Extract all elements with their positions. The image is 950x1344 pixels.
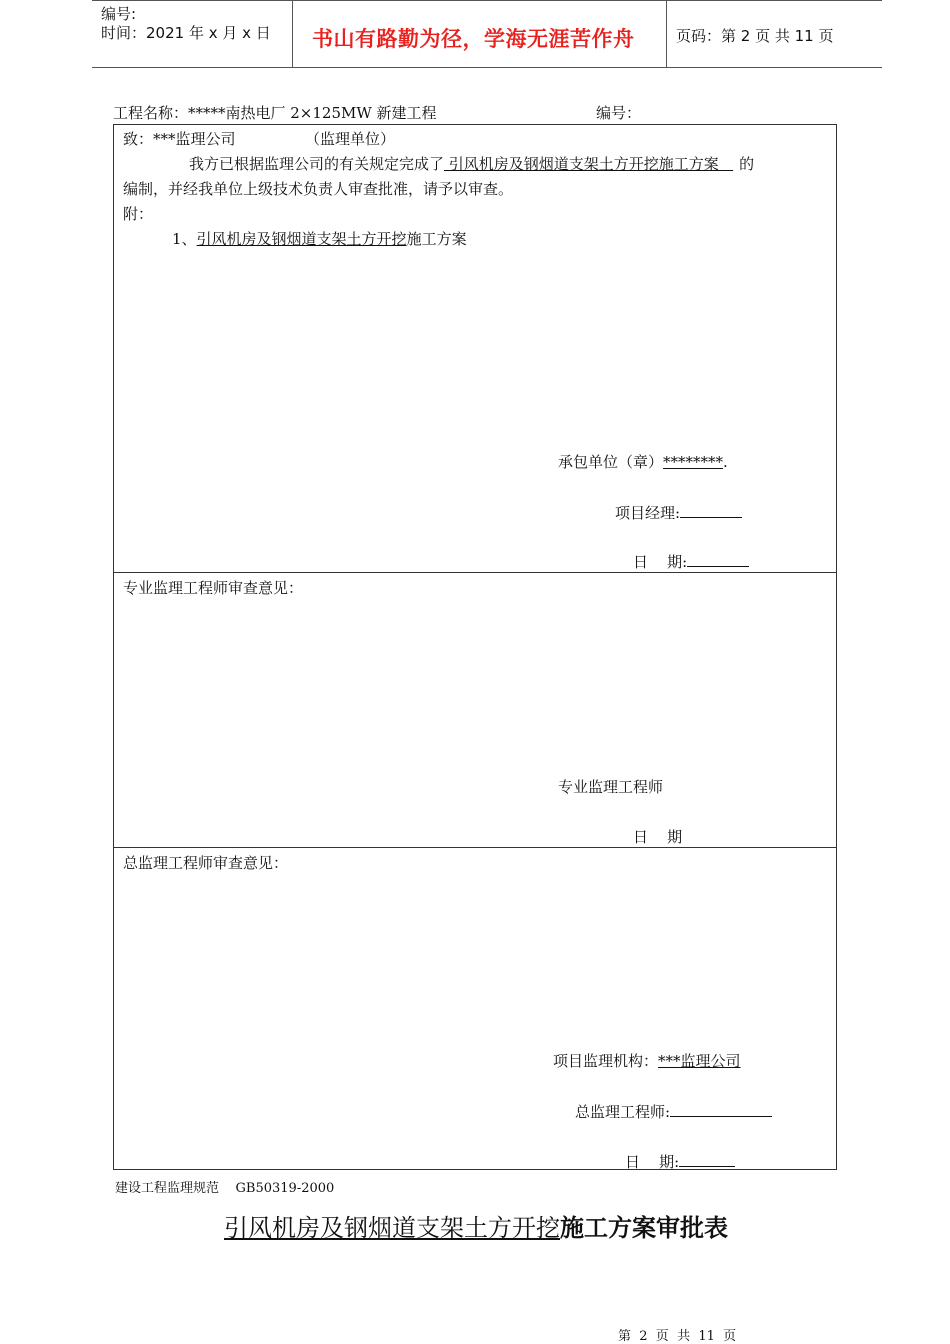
contractor-label: 承包单位（章） bbox=[558, 453, 664, 471]
body-suffix: 的 bbox=[739, 155, 755, 173]
approval-form bbox=[113, 124, 837, 1170]
standard-reference: 建设工程监理规范 GB50319-2000 bbox=[115, 1181, 335, 1196]
header-divider-left bbox=[292, 0, 293, 68]
chief-review-heading: 总监理工程师审查意见： bbox=[123, 854, 289, 872]
attachment-index: 1、 bbox=[172, 230, 197, 248]
header-divider-right bbox=[666, 0, 667, 68]
contractor-line: 承包单位（章）********. bbox=[558, 453, 728, 471]
section-divider-2 bbox=[113, 847, 837, 848]
chief-date-blank bbox=[679, 1152, 735, 1167]
project-manager-label: 项目经理: bbox=[615, 504, 681, 522]
header-motto: 书山有路勤为径，学海无涯苦作舟 bbox=[312, 27, 635, 51]
header-bottom-border bbox=[92, 67, 882, 68]
project-name: 工程名称：*****南热电厂 2×125MW 新建工程 bbox=[113, 104, 437, 122]
submission-date-blank bbox=[687, 552, 749, 567]
body-line-1 bbox=[189, 153, 754, 174]
chief-date-label: 日 期: bbox=[625, 1153, 680, 1171]
attachment-label: 附： bbox=[123, 205, 154, 223]
supervision-org-line bbox=[553, 1050, 741, 1071]
header-page-info: 页码：第 2 页 共 11 页 bbox=[676, 27, 834, 45]
body-prefix: 我方已根据监理公司的有关规定完成了 bbox=[189, 155, 445, 173]
section-divider-1 bbox=[113, 572, 837, 573]
specialist-engineer-label: 专业监理工程师 bbox=[558, 778, 664, 796]
project-number-label: 编号： bbox=[596, 104, 642, 122]
project-manager-blank bbox=[680, 503, 742, 518]
submission-date-label: 日 期: bbox=[633, 553, 688, 571]
attachment-plan-rest: 施工方案 bbox=[406, 230, 467, 248]
chief-engineer-label: 总监理工程师: bbox=[575, 1103, 671, 1121]
document-title-form: 施工方案审批表 bbox=[560, 1214, 728, 1242]
attachment-item bbox=[172, 228, 467, 249]
body-plan-name: 引风机房及钢烟道支架土方开挖施工方案 bbox=[444, 155, 734, 173]
supervision-org-label: 项目监理机构： bbox=[553, 1052, 659, 1070]
document-title bbox=[224, 1208, 728, 1243]
chief-engineer-blank bbox=[670, 1102, 772, 1117]
submission-date-line bbox=[633, 551, 749, 572]
header-time: 时间：2021 年 x 月 x 日 bbox=[101, 24, 271, 42]
chief-engineer-line bbox=[575, 1101, 772, 1122]
chief-date-line bbox=[625, 1151, 735, 1172]
supervision-org-value: ***监理公司 bbox=[658, 1052, 741, 1070]
body-line-2: 编制，并经我单位上级技术负责人审查批准，请予以审查。 bbox=[123, 180, 514, 198]
document-title-plan: 引风机房及钢烟道支架土方开挖 bbox=[224, 1214, 560, 1242]
specialist-date-label: 日 期 bbox=[633, 828, 683, 846]
project-manager-line bbox=[615, 502, 742, 523]
contractor-value: ******** bbox=[663, 453, 724, 471]
page-number: 第 2 页 共 11 页 bbox=[618, 1329, 737, 1344]
to-line: 致：***监理公司 bbox=[123, 130, 236, 148]
to-unit: （监理单位） bbox=[305, 130, 396, 148]
header-number-label: 编号: bbox=[101, 5, 137, 23]
header-top-border bbox=[92, 0, 882, 1]
specialist-review-heading: 专业监理工程师审查意见： bbox=[123, 579, 304, 597]
attachment-plan-name: 引风机房及钢烟道支架土方开挖 bbox=[196, 230, 407, 248]
